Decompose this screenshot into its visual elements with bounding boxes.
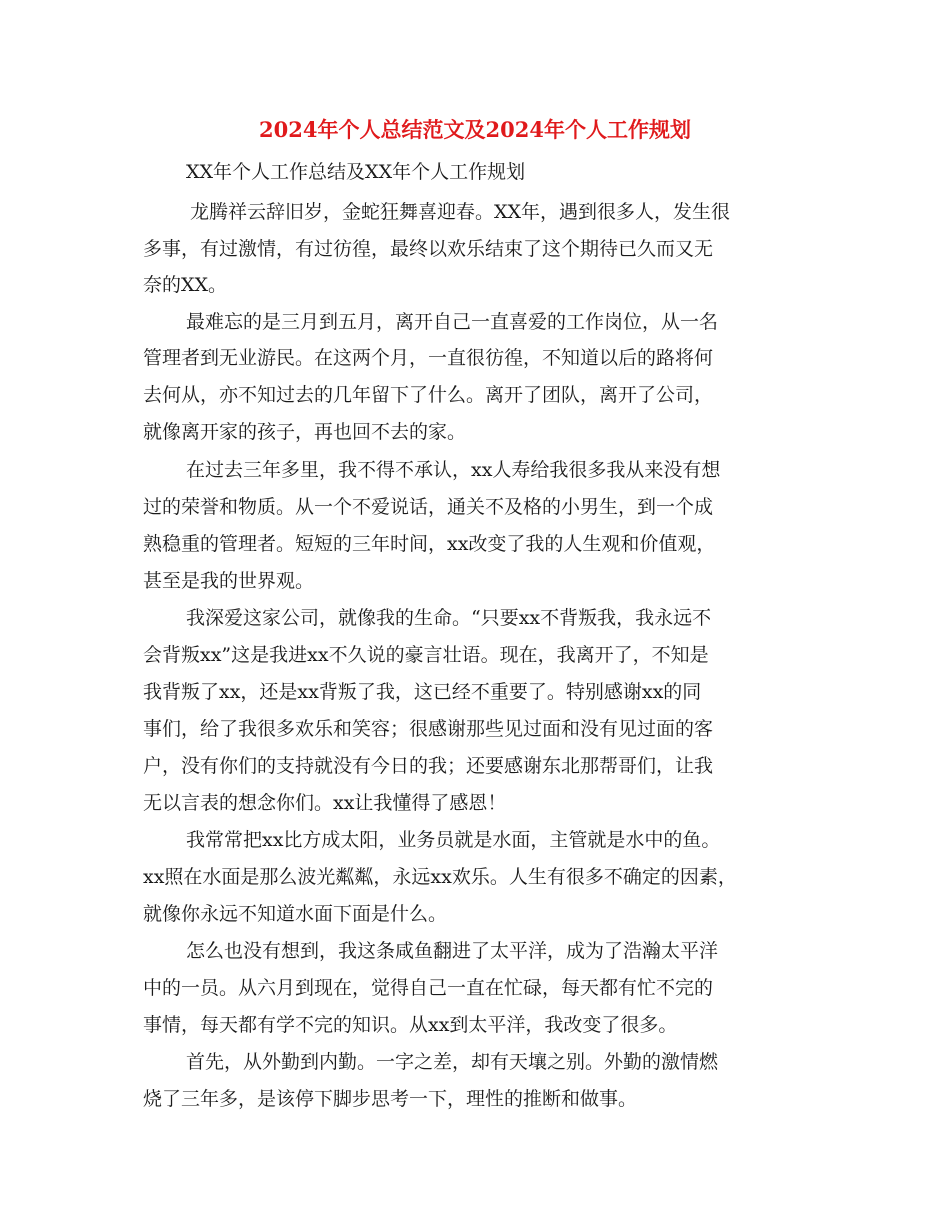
paragraph-line: 管理者到无业游民。在这两个月，一直很彷徨，不知道以后的路将何: [143, 347, 714, 369]
paragraph-line: 我常常把xx比方成太阳，业务员就是水面，主管就是水中的鱼。: [186, 829, 721, 851]
paragraph-line: 过的荣誉和物质。从一个不爱说话，通关不及格的小男生，到一个成: [143, 496, 714, 518]
paragraph-line: 就像离开家的孩子，再也回不去的家。: [143, 421, 467, 443]
paragraph-line: 怎么也没有想到，我这条咸鱼翻进了太平洋，成为了浩瀚太平洋: [186, 940, 719, 962]
paragraph-line: 事情，每天都有学不完的知识。从xx到太平洋，我改变了很多。: [143, 1014, 678, 1036]
paragraph-line: xx照在水面是那么波光粼粼，永远xx欢乐。人生有很多不确定的因素，: [143, 866, 737, 888]
paragraph-line: 甚至是我的世界观。: [143, 570, 315, 592]
paragraph-line: 最难忘的是三月到五月，离开自己一直喜爱的工作岗位，从一名: [186, 311, 719, 333]
paragraph-line: 就像你永远不知道水面下面是什么。: [143, 903, 448, 925]
paragraph-line: 熟稳重的管理者。短短的三年时间，xx改变了我的人生观和价值观，: [143, 533, 716, 555]
paragraph-line: 首先，从外勤到内勤。一字之差，却有天壤之别。外勤的激情燃: [186, 1051, 719, 1073]
paragraph-line: 中的一员。从六月到现在，觉得自己一直在忙碌，每天都有忙不完的: [143, 977, 714, 999]
paragraph-line: 我背叛了xx，还是xx背叛了我，这已经不重要了。特别感谢xx的同: [143, 681, 702, 703]
paragraph-line: 去何从，亦不知过去的几年留下了什么。离开了团队，离开了公司，: [143, 384, 714, 406]
paragraph-line: 烧了三年多，是该停下脚步思考一下，理性的推断和做事。: [143, 1088, 638, 1110]
paragraph-line: 在过去三年多里，我不得不承认，xx人寿给我很多我从来没有想: [186, 459, 721, 481]
paragraph-line: 会背叛xx”这是我进xx不久说的豪言壮语。现在，我离开了，不知是: [143, 644, 709, 666]
paragraph-line: 户，没有你们的支持就没有今日的我；还要感谢东北那帮哥们，让我: [143, 755, 714, 777]
paragraph-line: 多事，有过激情，有过彷徨，最终以欢乐结束了这个期待已久而又无: [143, 238, 714, 260]
paragraph-line: 事们，给了我很多欢乐和笑容；很感谢那些见过面和没有见过面的客: [143, 718, 714, 740]
document-subtitle: XX年个人工作总结及XX年个人工作规划: [186, 161, 526, 183]
paragraph-line: 奈的XX。: [143, 274, 228, 296]
paragraph-line: 我深爱这家公司，就像我的生命。“只要xx不背叛我，我永远不: [186, 607, 712, 629]
document-title: 2024年个人总结范文及2024年个人工作规划: [259, 117, 691, 142]
paragraph-line: 无以言表的想念你们。xx让我懂得了感恩！: [143, 792, 507, 814]
paragraph-line: 龙腾祥云辞旧岁，金蛇狂舞喜迎春。XX年，遇到很多人，发生很: [190, 201, 731, 223]
